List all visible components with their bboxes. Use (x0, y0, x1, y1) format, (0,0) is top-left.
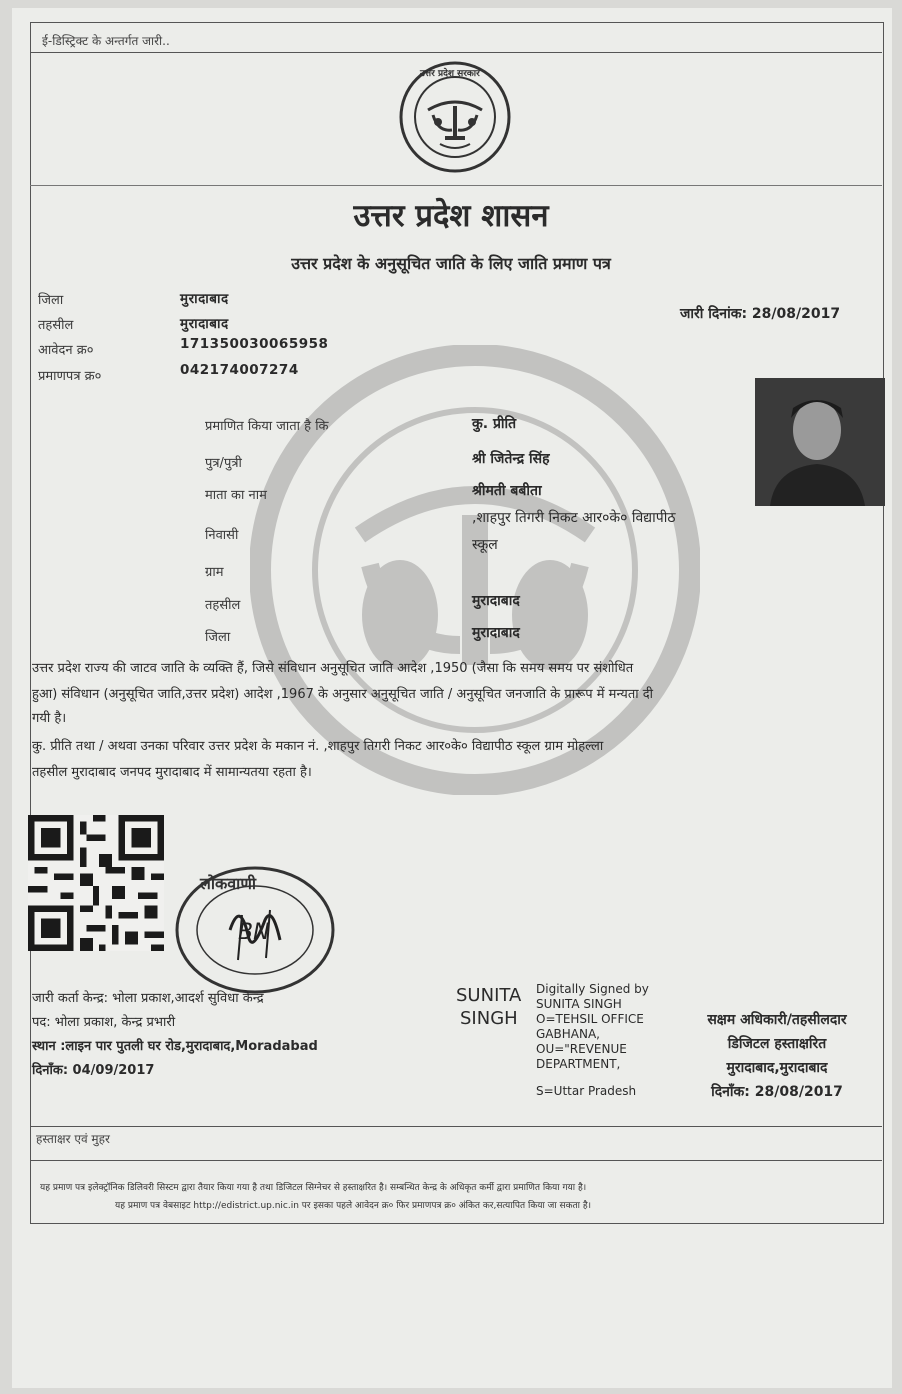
issuer-date: दिनाँक: 04/09/2017 (32, 1063, 155, 1078)
district-value: मुरादाबाद (180, 291, 229, 307)
detail-tehsil-value: मुरादाबाद (472, 593, 520, 609)
body-line-5: तहसील मुरादाबाद जनपद मुरादाबाद में सामान्यतया रहता है। (32, 765, 312, 780)
qr-code-icon (28, 815, 164, 951)
resident-address-line2: स्कूल (472, 537, 498, 553)
application-label: आवेदन क्र० (38, 343, 94, 358)
applicant-photo (755, 378, 885, 506)
certified-label: प्रमाणित किया जाता है कि (205, 419, 329, 434)
issue-date: जारी दिनांक: 28/08/2017 (680, 306, 841, 322)
sign-seal-label: हस्ताक्षर एवं मुहर (36, 1132, 110, 1146)
divider (30, 1160, 882, 1161)
district-label: जिला (38, 293, 64, 308)
page-subtitle: उत्तर प्रदेश के अनुसूचित जाति के लिए जाति प्रमाण पत्र (291, 254, 611, 273)
emblem-text: उत्तर प्रदेश सरकार (420, 69, 480, 79)
signer-name-line2: SINGH (460, 1008, 518, 1029)
resident-label: निवासी (205, 528, 239, 543)
child-label: पुत्र/पुत्री (205, 456, 242, 471)
detail-tehsil-label: तहसील (205, 598, 241, 613)
authority-title: सक्षम अधिकारी/तहसीलदार (707, 1012, 847, 1028)
divider (30, 52, 882, 53)
tehsil-label: तहसील (38, 318, 74, 333)
resident-address: ,शाहपुर तिगरी निकट आर०के० विद्यापीठ (472, 510, 676, 526)
signature-detail-line: GABHANA, (536, 1027, 600, 1041)
disclaimer-line-1: यह प्रमाण पत्र इलेक्ट्रॉनिक डिलिवरी सिस्टम द्वारा तैयार किया गया है तथा डिजिटल सिग्नेचर से हस्ताक्षरित है। सम्बन्धित केन्द्र के अधिकृत कर्मी द्वारा प्रमाणित किया गया है। (40, 1183, 587, 1193)
authority-signed: डिजिटल हस्ताक्षरित (727, 1036, 827, 1052)
top-note: ई-डिस्ट्रिक्ट के अन्तर्गत जारी.. (42, 34, 170, 48)
mother-name: श्रीमती बबीता (472, 483, 542, 499)
village-label: ग्राम (205, 565, 224, 580)
issuer-place: स्थान :लाइन पार पुतली घर रोड,मुरादाबाद,Moradabad (32, 1039, 318, 1054)
body-line-4: कु. प्रीति तथा / अथवा उनका परिवार उत्तर प्रदेश के मकान नं. ,शाहपुर तिगरी निकट आर०के० विद्यापीठ स्कूल ग्राम मोहल्ला (32, 739, 604, 754)
stamp-initials: BN (238, 920, 270, 945)
stamp-text: लोकवाणी (200, 874, 257, 893)
signature-detail-line: OU="REVENUE (536, 1042, 627, 1056)
divider (30, 1126, 882, 1127)
mother-label: माता का नाम (205, 488, 267, 503)
body-line-2: हुआ) संविधान (अनुसूचित जाति,उत्तर प्रदेश) आदेश ,1967 के अनुसार अनुसूचित जाति / अनुसूचित जनजाति के प्रारूप में मन्यता दी (32, 687, 654, 702)
signature-detail-line: Digitally Signed by (536, 982, 649, 996)
body-line-1: उत्तर प्रदेश राज्य की जाटव जाति के व्यक्ति हैं, जिसे संविधान अनुसूचित जाति आदेश ,1950 (जैसा कि समय समय पर संशोधित (32, 661, 634, 676)
issuer-post: पद: भोला प्रकाश, केन्द्र प्रभारी (32, 1015, 176, 1030)
authority-place: मुरादाबाद,मुरादाबाद (726, 1060, 828, 1076)
detail-district-value: मुरादाबाद (472, 625, 520, 641)
disclaimer-line-2: यह प्रमाण पत्र वेबसाइट http://edistrict.up.nic.in पर इसका पहले आवेदन क्र० फिर प्रमाणपत्र क्र० अंकित कर,सत्यापित किया जा सकता है। (115, 1201, 592, 1211)
tehsil-value: मुरादाबाद (180, 316, 229, 332)
certificate-label: प्रमाणपत्र क्र० (38, 369, 102, 384)
page-title: उत्तर प्रदेश शासन (353, 198, 549, 234)
body-line-3: गयी है। (32, 711, 67, 726)
application-number: 171350030065958 (180, 336, 329, 352)
divider (30, 185, 882, 186)
issuing-center: जारी कर्ता केन्द्र: भोला प्रकाश,आदर्श सुविधा केन्द्र (32, 991, 264, 1006)
signature-detail-line: O=TEHSIL OFFICE (536, 1012, 644, 1026)
signature-detail-line: DEPARTMENT, (536, 1057, 621, 1071)
certified-name: कु. प्रीति (472, 416, 517, 432)
father-name: श्री जितेन्द्र सिंह (472, 451, 550, 467)
certificate-number: 042174007274 (180, 362, 299, 378)
signature-detail-line: SUNITA SINGH (536, 997, 622, 1011)
detail-district-label: जिला (205, 630, 231, 645)
authority-date: दिनाँक: 28/08/2017 (711, 1084, 843, 1100)
signer-name-line1: SUNITA (456, 985, 522, 1006)
signature-detail-line: S=Uttar Pradesh (536, 1084, 637, 1098)
